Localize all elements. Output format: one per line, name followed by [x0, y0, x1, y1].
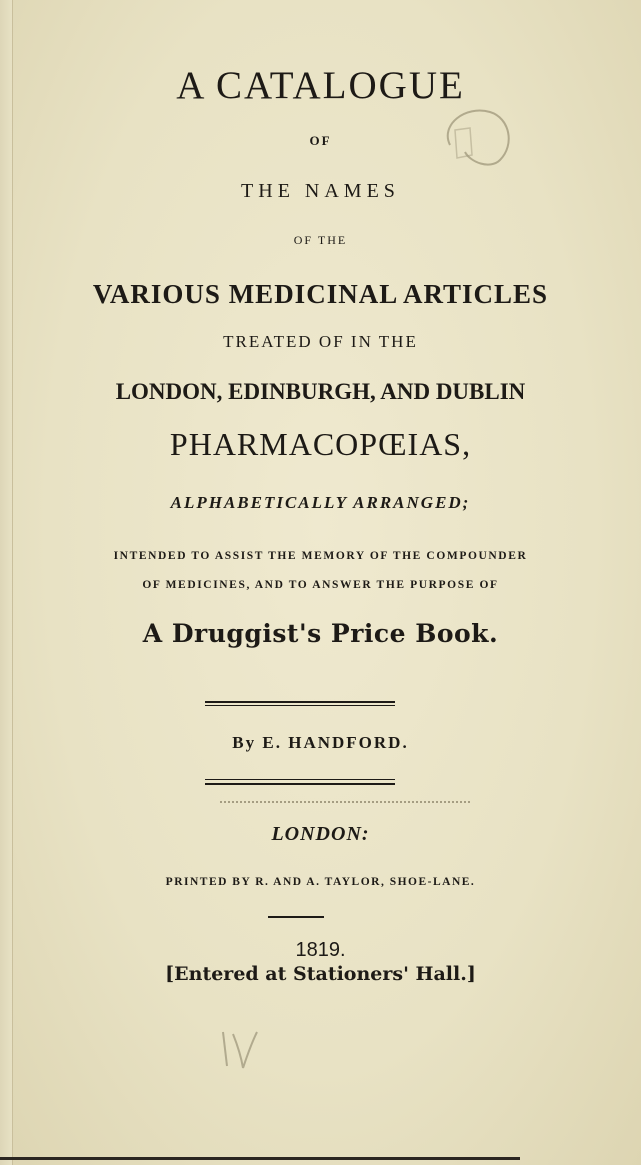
- double-rule-top-1: [205, 701, 395, 703]
- double-rule-bottom-1: [205, 779, 395, 780]
- of-line-1: OF: [309, 133, 332, 148]
- various-articles-line: VARIOUS MEDICINAL ARTICLES: [92, 279, 549, 309]
- short-rule: [268, 916, 324, 918]
- pencil-annotation-mark: [215, 1026, 265, 1074]
- double-rule-bottom-2: [205, 783, 395, 785]
- pharmacopoeias-line: PHARMACOPŒIAS,: [169, 426, 472, 462]
- dotted-ornament: [220, 801, 470, 803]
- arranged-line: ALPHABETICALLY ARRANGED;: [170, 493, 471, 512]
- of-the-line: OF THE: [293, 233, 348, 247]
- cities-line: LONDON, EDINBURGH, AND DUBLIN: [115, 379, 526, 404]
- bottom-edge-line: [0, 1157, 520, 1160]
- page-title: A CATALOGUE: [176, 64, 465, 107]
- treated-line: TREATED OF IN THE: [223, 332, 418, 351]
- the-names-line: THE NAMES: [241, 180, 400, 202]
- intended-line-2: OF MEDICINES, AND TO ANSWER THE PURPOSE OF: [142, 579, 499, 591]
- imprint-city: LONDON:: [271, 823, 370, 845]
- printer-line: PRINTED BY R. AND A. TAYLOR, SHOE-LANE.: [165, 876, 476, 888]
- author-byline: By E. HANDFORD.: [232, 733, 409, 752]
- intended-line-1: INTENDED TO ASSIST THE MEMORY OF THE COMPOUNDER: [113, 550, 528, 562]
- double-rule-top-2: [205, 705, 395, 706]
- publication-year: 1819.: [295, 939, 346, 961]
- druggist-price-book-line: A Druggist's Price Book.: [142, 619, 499, 648]
- entered-stationers-hall: [Entered at Stationers' Hall.]: [165, 963, 476, 985]
